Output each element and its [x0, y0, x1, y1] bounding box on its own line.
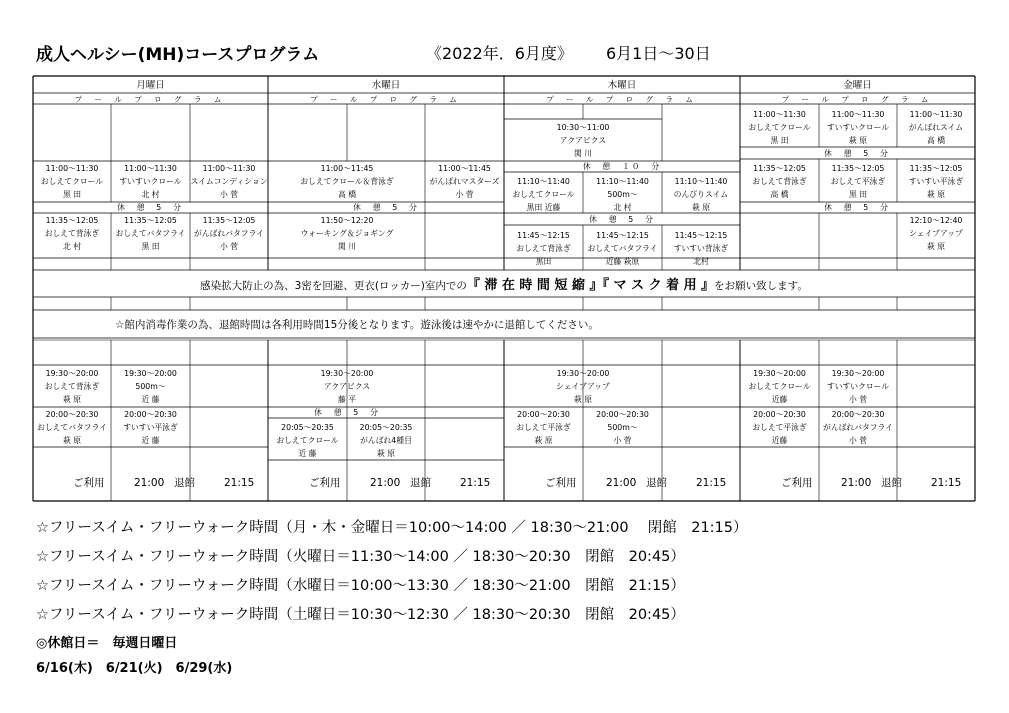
class-time: 11:00～11:30 — [909, 110, 963, 119]
class-name: おしえてバタフライ — [115, 229, 186, 238]
class-name: がんばれバタフライ — [194, 229, 264, 238]
class-instructor: 近藤 — [771, 436, 788, 445]
class-name: シェイプアップ — [556, 382, 610, 391]
class-time: 11:35～12:05 — [202, 216, 256, 225]
class-instructor: 萩 原 — [926, 190, 946, 199]
class-time: 20:00～20:30 — [596, 410, 649, 419]
class-instructor: 萩 原 — [62, 436, 82, 445]
class-instructor: 高 橋 — [337, 190, 357, 199]
class-name: 500m～ — [607, 190, 638, 199]
class-time: 11:00～11:30 — [45, 164, 99, 173]
class-name: おしえて平泳ぎ — [516, 423, 571, 432]
class-time: 11:10～11:40 — [674, 177, 728, 186]
day-header-0: 月曜日 — [136, 80, 165, 91]
class-name: おしえてクロール — [276, 436, 339, 445]
notice-part: 感染拡大防止の為、3密を回避、更衣(ロッカー)室内での — [200, 280, 467, 292]
class-time: 11:35～12:05 — [753, 164, 806, 173]
closing-use-time: 21:00 — [606, 477, 637, 489]
closing-exit-time: 21:15 — [931, 477, 962, 489]
pool-program-label: プ ー ル プ ロ グ ラ ム — [74, 95, 227, 104]
class-name: スイムコンディション — [190, 177, 268, 186]
class-time: 11:35～12:05 — [45, 216, 99, 225]
class-instructor: 高 橋 — [770, 190, 789, 199]
class-name: すいすい平泳ぎ — [123, 423, 178, 432]
class-name: すいすいクロール — [826, 123, 890, 132]
class-time: 11:00～11:30 — [124, 164, 177, 173]
class-time: 19:30～20:00 — [556, 369, 610, 378]
class-time: 11:10～11:40 — [596, 177, 649, 186]
class-name: がんばれバタフライ — [823, 423, 893, 432]
class-name: おしえてクロール＆背泳ぎ — [300, 177, 394, 186]
class-time: 11:45～12:15 — [674, 231, 728, 240]
class-time: 11:35～12:05 — [909, 164, 963, 173]
class-time: 19:30～20:00 — [831, 369, 885, 378]
rest-label: 休 憩 5 分 — [589, 215, 655, 224]
class-instructor: 近藤 — [771, 395, 788, 404]
class-instructor: 黒 田 — [62, 190, 82, 199]
period-label: 《2022年．6月度》 — [426, 44, 573, 63]
class-name: 500m～ — [607, 423, 638, 432]
class-instructor: 小 菅 — [455, 190, 474, 199]
closing-exit-time: 21:15 — [224, 477, 255, 489]
closing-use-time: 21:00 — [841, 477, 872, 489]
class-time: 11:00～11:45 — [320, 164, 374, 173]
class-instructor: 近 藤 — [298, 449, 317, 458]
closing-exit-time: 21:15 — [460, 477, 491, 489]
rest-label: 休 憩 5 分 — [824, 149, 890, 158]
class-instructor: 北 村 — [613, 203, 632, 212]
closing-exit-label: 退館 — [410, 477, 431, 489]
class-time: 20:00～20:30 — [831, 410, 885, 419]
class-instructor: 萩 原 — [376, 449, 396, 458]
class-instructor: 黒 田 — [770, 136, 789, 145]
class-name: おしえてクロール — [40, 177, 104, 186]
class-time: 11:45～12:15 — [596, 231, 649, 240]
closing-use-label: ご利用 — [781, 477, 813, 489]
class-time: 19:30～20:00 — [320, 369, 374, 378]
class-instructor: 萩 原 — [848, 136, 868, 145]
class-time: 10:30～11:00 — [556, 123, 610, 132]
class-name: おしえてクロール — [512, 190, 575, 199]
class-instructor: 近 藤 — [141, 395, 160, 404]
class-name: おしえて背泳ぎ — [752, 177, 807, 186]
class-name: がんばれマスターズ — [429, 177, 500, 186]
free-swim-line-2: ☆フリースイム・フリーウォーク時間（火曜日＝11:30～14:00 ／ 18:30～20:30 閉館 20:45） — [36, 549, 685, 565]
class-name: おしえて背泳ぎ — [516, 244, 571, 253]
class-name: おしえてバタフライ — [587, 244, 658, 253]
class-instructor: 黒 田 — [848, 190, 868, 199]
closing-use-label: ご利用 — [545, 477, 577, 489]
class-name: アクアビクス — [559, 136, 607, 145]
class-name: すいすい平泳ぎ — [908, 177, 964, 186]
date-range: 6月1日～30日 — [606, 44, 711, 63]
class-time: 20:00～20:30 — [517, 410, 570, 419]
holiday-dates: 6/16(木) 6/21(火) 6/29(水) — [36, 661, 233, 676]
rest-label: 休 憩 5 分 — [117, 203, 183, 212]
closing-use-time: 21:00 — [134, 477, 165, 489]
class-time: 12:10～12:40 — [909, 216, 963, 225]
class-name: おしえて背泳ぎ — [44, 382, 100, 391]
day-header-1: 水曜日 — [371, 80, 401, 91]
class-time: 20:00～20:30 — [124, 410, 177, 419]
closing-exit-label: 退館 — [174, 477, 195, 489]
closing-exit-label: 退館 — [646, 477, 667, 489]
class-instructor: 近藤 萩原 — [605, 257, 640, 266]
closing-use-label: ご利用 — [309, 477, 341, 489]
class-name: のんびりスイム — [673, 190, 729, 199]
class-name: すいすいクロール — [826, 382, 890, 391]
class-instructor: 小 菅 — [613, 436, 632, 445]
closing-exit-label: 退館 — [881, 477, 902, 489]
class-instructor: 萩 原 — [573, 395, 593, 404]
class-name: アクアビクス — [323, 382, 371, 391]
class-name: シェイプアップ — [909, 229, 963, 238]
class-instructor: 北 村 — [141, 190, 160, 199]
class-instructor: 藤 平 — [337, 395, 357, 404]
day-header-2: 木曜日 — [607, 80, 637, 91]
class-name: おしえてクロール — [748, 382, 811, 391]
class-name: がんばれスイム — [908, 123, 964, 132]
class-name: 500m～ — [135, 382, 166, 391]
class-time: 19:30～20:00 — [124, 369, 177, 378]
closing-use-time: 21:00 — [370, 477, 401, 489]
notice-part: 『 滞 在 時 間 短 縮 』『 マ ス ク 着 用 』 — [466, 278, 715, 293]
rest-label: 休 憩 5 分 — [824, 203, 890, 212]
class-instructor: 黒田 近藤 — [526, 203, 561, 212]
rest-label: 休 憩 5 分 — [353, 203, 419, 212]
class-instructor: 小 菅 — [848, 395, 868, 404]
closing-exit-time: 21:15 — [696, 477, 727, 489]
class-name: ウォーキング＆ジョギング — [300, 229, 394, 238]
closing-use-label: ご利用 — [73, 477, 105, 489]
class-instructor: 北村 — [693, 257, 709, 266]
class-time: 20:05～20:35 — [359, 423, 413, 432]
free-swim-line-4: ☆フリースイム・フリーウォーク時間（土曜日＝10:30～12:30 ／ 18:30～20:30 閉館 20:45） — [36, 607, 685, 623]
class-time: 20:00～20:30 — [753, 410, 806, 419]
day-header-3: 金曜日 — [843, 80, 872, 91]
class-instructor: 小 菅 — [219, 242, 239, 251]
class-instructor: 萩 原 — [62, 395, 82, 404]
rest-label: 休 憩 １０ 分 — [582, 162, 662, 171]
pool-program-label: プ ー ル プ ロ グ ラ ム — [781, 95, 934, 104]
class-instructor: 萩 原 — [926, 242, 946, 251]
class-time: 11:35～12:05 — [124, 216, 177, 225]
class-name: すいすいクロール — [119, 177, 182, 186]
class-name: がんばれ4種目 — [360, 436, 412, 445]
class-instructor: 黒田 — [535, 257, 552, 266]
class-time: 11:00～11:45 — [438, 164, 491, 173]
class-instructor: 萩 原 — [691, 203, 711, 212]
class-time: 11:45～12:15 — [517, 231, 570, 240]
class-instructor: 関 川 — [337, 242, 357, 251]
class-name: おしえてクロール — [748, 123, 811, 132]
class-instructor: 近 藤 — [141, 436, 160, 445]
class-time: 11:00～11:30 — [831, 110, 885, 119]
class-time: 19:30～20:00 — [45, 369, 99, 378]
class-time: 20:05～20:35 — [281, 423, 334, 432]
notice-line-1 — [200, 277, 808, 293]
class-instructor: 小 菅 — [219, 190, 239, 199]
class-name: すいすい背泳ぎ — [673, 244, 729, 253]
free-swim-line-1: ☆フリースイム・フリーウォーク時間（月・木・金曜日＝10:00～14:00 ／ 18:30～21:00 閉館 21:15） — [36, 520, 748, 536]
class-time: 19:30～20:00 — [753, 369, 806, 378]
class-time: 11:50～12:20 — [320, 216, 374, 225]
notice-part: をお願い致します。 — [714, 280, 808, 292]
class-time: 11:10～11:40 — [517, 177, 570, 186]
class-name: おしえて背泳ぎ — [44, 229, 100, 238]
class-instructor: 高 橋 — [926, 136, 946, 145]
class-time: 20:00～20:30 — [45, 410, 99, 419]
class-time: 11:35～12:05 — [831, 164, 885, 173]
class-instructor: 黒 田 — [141, 242, 160, 251]
holiday-title: ◎休館日＝ 毎週日曜日 — [36, 636, 178, 651]
class-time: 11:00～11:30 — [202, 164, 256, 173]
rest-label: 休 憩 5 分 — [314, 408, 380, 417]
notice-line-2: ☆館内消毒作業の為、退館時間は各利用時間15分後となります。遊泳後は速やかに退館してください。 — [115, 319, 599, 331]
class-name: おしえてバタフライ — [37, 423, 107, 432]
class-instructor: 関 川 — [573, 149, 593, 158]
free-swim-line-3: ☆フリースイム・フリーウォーク時間（水曜日＝10:00～13:30 ／ 18:30～21:00 閉館 21:15） — [36, 578, 685, 594]
pool-program-label: プ ー ル プ ロ グ ラ ム — [310, 95, 462, 104]
class-time: 11:00～11:30 — [753, 110, 806, 119]
class-name: おしえて平泳ぎ — [830, 177, 886, 186]
class-name: おしえて平泳ぎ — [752, 423, 807, 432]
class-instructor: 北 村 — [62, 242, 82, 251]
page-title: 成人ヘルシー(MH)コースプログラム — [36, 45, 320, 65]
class-instructor: 小 菅 — [848, 436, 868, 445]
pool-program-label: プ ー ル プ ロ グ ラ ム — [546, 95, 698, 104]
class-instructor: 萩 原 — [534, 436, 553, 445]
